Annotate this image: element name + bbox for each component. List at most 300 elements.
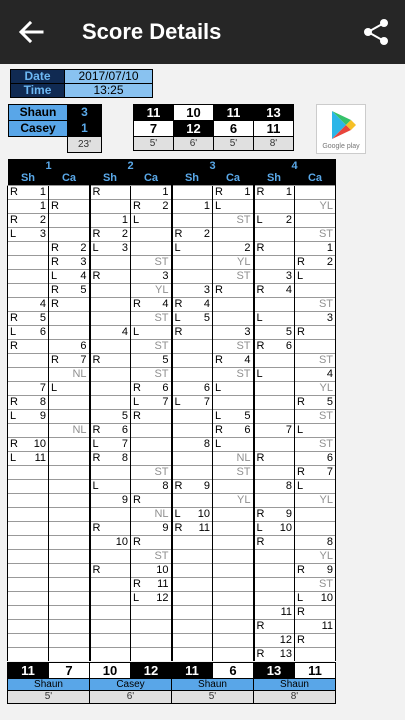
empty-cell bbox=[49, 549, 90, 563]
empty-cell bbox=[49, 493, 90, 507]
casey-rally-cell bbox=[213, 423, 254, 437]
shaun-rally-cell bbox=[254, 619, 295, 633]
casey-rally-cell bbox=[49, 381, 90, 395]
empty-cell bbox=[213, 605, 254, 619]
event-marker: ST bbox=[318, 437, 333, 450]
event-marker: YL bbox=[319, 199, 333, 212]
serve-side: R bbox=[51, 283, 59, 296]
rally-row bbox=[8, 367, 336, 381]
time-value: 13:25 bbox=[65, 84, 153, 98]
set-score-casey: 12 bbox=[174, 121, 214, 137]
page-title: Score Details bbox=[82, 19, 222, 44]
serve-side: R bbox=[256, 283, 265, 296]
serve-side: L bbox=[215, 409, 222, 422]
casey-rally-cell bbox=[295, 325, 336, 339]
casey-rally-cell bbox=[213, 367, 254, 381]
casey-rally-cell bbox=[131, 339, 172, 353]
set-score-casey: 11 bbox=[254, 121, 294, 137]
shaun-rally-cell bbox=[172, 185, 213, 199]
rally-row bbox=[8, 325, 336, 339]
share-icon[interactable] bbox=[362, 18, 390, 46]
empty-cell bbox=[172, 549, 213, 563]
shaun-rally-cell bbox=[90, 353, 131, 367]
rally-row bbox=[8, 185, 336, 199]
shaun-rally-cell bbox=[90, 577, 131, 591]
point-score: 5 bbox=[121, 409, 128, 422]
casey-rally-cell bbox=[295, 185, 336, 199]
set-winner: Shaun bbox=[172, 679, 254, 691]
point-score: 10 bbox=[320, 591, 333, 604]
rally-row bbox=[8, 213, 336, 227]
casey-rally-cell bbox=[213, 381, 254, 395]
shaun-rally-cell bbox=[254, 423, 295, 437]
serve-side: R bbox=[92, 563, 101, 576]
casey-rally-cell bbox=[213, 241, 254, 255]
set-number-header: 4 bbox=[254, 159, 336, 172]
serve-side: L bbox=[174, 507, 181, 520]
event-marker: ST bbox=[154, 255, 169, 268]
casey-rally-cell bbox=[49, 297, 90, 311]
casey-rally-cell bbox=[49, 241, 90, 255]
point-score: 7 bbox=[326, 465, 333, 478]
point-score: 5 bbox=[203, 311, 210, 324]
point-score: 6 bbox=[326, 451, 333, 464]
empty-cell bbox=[172, 605, 213, 619]
point-score: 5 bbox=[162, 353, 169, 366]
shaun-rally-cell bbox=[90, 549, 131, 563]
empty-cell bbox=[172, 535, 213, 549]
shaun-rally-cell bbox=[254, 535, 295, 549]
set-summary-box bbox=[133, 104, 174, 151]
serve-side: L bbox=[133, 395, 140, 408]
spacer bbox=[9, 137, 68, 153]
casey-rally-cell bbox=[295, 493, 336, 507]
rally-row bbox=[8, 619, 336, 633]
casey-rally-cell bbox=[213, 395, 254, 409]
empty-cell bbox=[49, 577, 90, 591]
casey-rally-cell bbox=[131, 451, 172, 465]
shaun-rally-cell bbox=[254, 185, 295, 199]
point-score: 6 bbox=[121, 423, 128, 436]
rally-row bbox=[8, 507, 336, 521]
point-score: 11 bbox=[280, 605, 292, 618]
player-name: Casey bbox=[9, 121, 68, 137]
event-marker: ST bbox=[236, 367, 251, 380]
empty-cell bbox=[172, 591, 213, 605]
rally-row bbox=[8, 563, 336, 577]
casey-rally-cell bbox=[295, 255, 336, 269]
empty-cell bbox=[213, 535, 254, 549]
empty-cell bbox=[8, 507, 49, 521]
footer-score-shaun: 11 bbox=[172, 663, 213, 679]
point-score: 6 bbox=[203, 381, 210, 394]
player-sets-won: 3 bbox=[68, 105, 102, 121]
casey-rally-cell bbox=[131, 227, 172, 241]
player-name: Shaun bbox=[9, 105, 68, 121]
shaun-rally-cell bbox=[254, 339, 295, 353]
shaun-rally-cell bbox=[254, 269, 295, 283]
rally-row bbox=[8, 493, 336, 507]
empty-cell bbox=[213, 549, 254, 563]
set-winner: Shaun bbox=[8, 679, 90, 691]
set-time: 8' bbox=[254, 691, 336, 704]
event-marker: YL bbox=[155, 283, 169, 296]
casey-rally-cell bbox=[131, 297, 172, 311]
shaun-rally-cell bbox=[172, 367, 213, 381]
casey-rally-cell bbox=[49, 199, 90, 213]
casey-rally-cell bbox=[131, 325, 172, 339]
serve-side: R bbox=[133, 381, 141, 394]
point-score: 1 bbox=[203, 199, 210, 212]
casey-rally-cell bbox=[295, 241, 336, 255]
footer-scores bbox=[8, 663, 336, 679]
casey-rally-cell bbox=[295, 605, 336, 619]
shaun-rally-cell bbox=[90, 507, 131, 521]
casey-rally-cell bbox=[49, 353, 90, 367]
set-summary-box bbox=[173, 104, 214, 151]
casey-rally-cell bbox=[213, 269, 254, 283]
point-score: 2 bbox=[121, 227, 128, 240]
shaun-rally-cell bbox=[254, 353, 295, 367]
casey-rally-cell bbox=[131, 493, 172, 507]
google-play-label: Google play bbox=[322, 143, 360, 150]
serve-side: R bbox=[92, 227, 101, 240]
point-score: 3 bbox=[162, 269, 169, 282]
shaun-rally-cell bbox=[254, 563, 295, 577]
point-score: 11 bbox=[34, 451, 46, 464]
event-marker: ST bbox=[236, 213, 251, 226]
casey-rally-cell bbox=[295, 507, 336, 521]
serve-side: R bbox=[51, 199, 59, 212]
serve-side: R bbox=[256, 451, 265, 464]
footer-winners bbox=[8, 679, 336, 691]
rally-row bbox=[8, 423, 336, 437]
serve-side: R bbox=[92, 269, 101, 282]
event-marker: ST bbox=[236, 339, 251, 352]
shaun-rally-cell bbox=[90, 241, 131, 255]
empty-cell bbox=[90, 633, 131, 647]
shaun-rally-cell bbox=[172, 227, 213, 241]
shaun-rally-cell bbox=[172, 269, 213, 283]
rally-row bbox=[8, 577, 336, 591]
casey-rally-cell bbox=[213, 451, 254, 465]
set-time: 5' bbox=[172, 691, 254, 704]
shaun-rally-cell bbox=[172, 507, 213, 521]
casey-rally-cell bbox=[131, 549, 172, 563]
shaun-rally-cell bbox=[254, 591, 295, 605]
shaun-rally-cell bbox=[90, 479, 131, 493]
empty-cell bbox=[49, 591, 90, 605]
shaun-rally-cell bbox=[254, 577, 295, 591]
shaun-rally-cell bbox=[8, 353, 49, 367]
point-score: 7 bbox=[80, 353, 87, 366]
casey-rally-cell bbox=[213, 409, 254, 423]
empty-cell bbox=[49, 535, 90, 549]
point-score: 4 bbox=[162, 297, 169, 310]
event-marker: YL bbox=[319, 381, 333, 394]
event-marker: NL bbox=[72, 367, 87, 380]
shaun-rally-cell bbox=[254, 465, 295, 479]
set-results-footer bbox=[7, 662, 336, 704]
casey-rally-cell bbox=[131, 367, 172, 381]
shaun-rally-cell bbox=[172, 395, 213, 409]
score-sheet bbox=[7, 159, 336, 661]
casey-rally-cell bbox=[49, 213, 90, 227]
casey-rally-cell bbox=[295, 437, 336, 451]
point-score: 4 bbox=[203, 297, 210, 310]
app-bar bbox=[0, 0, 405, 64]
shaun-rally-cell bbox=[254, 381, 295, 395]
rally-row bbox=[8, 199, 336, 213]
rally-row bbox=[8, 605, 336, 619]
serve-side: L bbox=[133, 325, 140, 338]
shaun-rally-cell bbox=[8, 255, 49, 269]
casey-rally-cell bbox=[213, 199, 254, 213]
point-score: 5 bbox=[244, 409, 251, 422]
empty-cell bbox=[8, 549, 49, 563]
column-header-shaun: Sh bbox=[254, 172, 295, 185]
serve-side: L bbox=[297, 423, 304, 436]
empty-cell bbox=[8, 591, 49, 605]
serve-side: L bbox=[297, 269, 304, 282]
date-label: Date bbox=[11, 70, 65, 84]
casey-rally-cell bbox=[131, 409, 172, 423]
serve-side: R bbox=[256, 507, 265, 520]
casey-rally-cell bbox=[131, 353, 172, 367]
serve-side: L bbox=[10, 227, 17, 240]
serve-side: L bbox=[215, 199, 222, 212]
shaun-rally-cell bbox=[90, 591, 131, 605]
empty-cell bbox=[131, 605, 172, 619]
point-score: 12 bbox=[156, 591, 169, 604]
shaun-rally-cell bbox=[8, 269, 49, 283]
casey-rally-cell bbox=[213, 437, 254, 451]
point-score: 8 bbox=[203, 437, 210, 450]
casey-rally-cell bbox=[131, 395, 172, 409]
empty-cell bbox=[8, 521, 49, 535]
shaun-rally-cell bbox=[90, 269, 131, 283]
set-score-casey: 7 bbox=[134, 121, 174, 137]
empty-cell bbox=[131, 633, 172, 647]
shaun-rally-cell bbox=[90, 381, 131, 395]
casey-rally-cell bbox=[131, 521, 172, 535]
empty-cell bbox=[8, 535, 49, 549]
serve-side: L bbox=[215, 437, 222, 450]
shaun-rally-cell bbox=[254, 409, 295, 423]
empty-cell bbox=[8, 619, 49, 633]
rally-row bbox=[8, 297, 336, 311]
shaun-rally-cell bbox=[254, 227, 295, 241]
shaun-rally-cell bbox=[8, 437, 49, 451]
serve-side: L bbox=[174, 311, 181, 324]
point-score: 7 bbox=[39, 381, 46, 394]
shaun-rally-cell bbox=[254, 647, 295, 661]
point-score: 1 bbox=[121, 213, 128, 226]
serve-side: R bbox=[256, 619, 265, 632]
point-score: 7 bbox=[203, 395, 210, 408]
point-score: 10 bbox=[33, 437, 46, 450]
empty-cell bbox=[213, 591, 254, 605]
casey-rally-cell bbox=[213, 255, 254, 269]
point-score: 1 bbox=[326, 241, 333, 254]
empty-cell bbox=[8, 633, 49, 647]
serve-side: R bbox=[297, 465, 305, 478]
casey-rally-cell bbox=[295, 199, 336, 213]
shaun-rally-cell bbox=[90, 185, 131, 199]
casey-rally-cell bbox=[131, 479, 172, 493]
point-score: 7 bbox=[121, 437, 128, 450]
set-time: 6' bbox=[90, 691, 172, 704]
serve-side: L bbox=[51, 381, 58, 394]
shaun-rally-cell bbox=[254, 395, 295, 409]
total-time: 23' bbox=[68, 137, 102, 153]
empty-cell bbox=[172, 563, 213, 577]
point-score: 3 bbox=[39, 227, 46, 240]
rally-row bbox=[8, 409, 336, 423]
point-score: 9 bbox=[203, 479, 210, 492]
shaun-rally-cell bbox=[8, 283, 49, 297]
event-marker: YL bbox=[237, 493, 251, 506]
shaun-rally-cell bbox=[172, 297, 213, 311]
set-summary-box bbox=[253, 104, 294, 151]
point-score: 4 bbox=[39, 297, 46, 310]
footer-score-casey: 11 bbox=[295, 663, 336, 679]
set-score-shaun: 11 bbox=[214, 105, 254, 121]
empty-cell bbox=[8, 647, 49, 661]
shaun-rally-cell bbox=[8, 213, 49, 227]
point-score: 3 bbox=[244, 325, 251, 338]
empty-cell bbox=[213, 647, 254, 661]
casey-rally-cell bbox=[131, 311, 172, 325]
footer-times bbox=[8, 691, 336, 704]
empty-cell bbox=[8, 493, 49, 507]
shaun-rally-cell bbox=[8, 367, 49, 381]
empty-cell bbox=[8, 605, 49, 619]
shaun-rally-cell bbox=[90, 493, 131, 507]
casey-rally-cell bbox=[295, 577, 336, 591]
shaun-rally-cell bbox=[8, 241, 49, 255]
serve-side: L bbox=[215, 381, 222, 394]
arrow-back-icon[interactable] bbox=[18, 20, 44, 44]
time-label: Time bbox=[11, 84, 65, 98]
footer-score-shaun: 13 bbox=[254, 663, 295, 679]
shaun-rally-cell bbox=[172, 437, 213, 451]
shaun-rally-cell bbox=[8, 185, 49, 199]
casey-rally-cell bbox=[131, 577, 172, 591]
point-score: 3 bbox=[203, 283, 210, 296]
rally-row bbox=[8, 535, 336, 549]
serve-side: R bbox=[256, 339, 265, 352]
casey-rally-cell bbox=[295, 423, 336, 437]
event-marker: ST bbox=[154, 367, 169, 380]
shaun-rally-cell bbox=[90, 255, 131, 269]
rally-row bbox=[8, 339, 336, 353]
casey-rally-cell bbox=[213, 479, 254, 493]
casey-rally-cell bbox=[49, 283, 90, 297]
google-play-badge[interactable] bbox=[316, 104, 366, 154]
empty-cell bbox=[49, 479, 90, 493]
shaun-rally-cell bbox=[254, 493, 295, 507]
empty-cell bbox=[131, 619, 172, 633]
casey-rally-cell bbox=[131, 563, 172, 577]
empty-cell bbox=[90, 605, 131, 619]
shaun-rally-cell bbox=[90, 437, 131, 451]
serve-side: L bbox=[133, 213, 140, 226]
shaun-rally-cell bbox=[254, 241, 295, 255]
casey-rally-cell bbox=[49, 227, 90, 241]
point-score: 12 bbox=[279, 633, 292, 646]
shaun-rally-cell bbox=[90, 521, 131, 535]
point-score: 6 bbox=[162, 381, 169, 394]
shaun-rally-cell bbox=[254, 325, 295, 339]
set-winner: Casey bbox=[90, 679, 172, 691]
empty-cell bbox=[8, 465, 49, 479]
match-info bbox=[10, 69, 153, 98]
serve-side: L bbox=[297, 591, 304, 604]
empty-cell bbox=[49, 619, 90, 633]
serve-side: R bbox=[256, 241, 265, 254]
casey-rally-cell bbox=[49, 255, 90, 269]
point-score: 2 bbox=[203, 227, 210, 240]
shaun-rally-cell bbox=[254, 437, 295, 451]
point-score: 8 bbox=[162, 479, 169, 492]
point-score: 8 bbox=[326, 535, 333, 548]
serve-side: R bbox=[10, 185, 18, 198]
shaun-rally-cell bbox=[172, 311, 213, 325]
shaun-rally-cell bbox=[90, 227, 131, 241]
column-header-casey: Ca bbox=[49, 172, 90, 185]
casey-rally-cell bbox=[131, 535, 172, 549]
set-time: 5' bbox=[134, 137, 174, 151]
shaun-rally-cell bbox=[254, 213, 295, 227]
event-marker: ST bbox=[318, 227, 333, 240]
players-score bbox=[8, 104, 102, 153]
serve-side: L bbox=[256, 367, 263, 380]
serve-side: R bbox=[92, 521, 101, 534]
empty-cell bbox=[49, 563, 90, 577]
shaun-rally-cell bbox=[172, 521, 213, 535]
event-marker: ST bbox=[154, 549, 169, 562]
rally-row bbox=[8, 227, 336, 241]
shaun-rally-cell bbox=[90, 283, 131, 297]
serve-side: R bbox=[297, 563, 305, 576]
casey-rally-cell bbox=[49, 325, 90, 339]
casey-rally-cell bbox=[131, 269, 172, 283]
casey-rally-cell bbox=[131, 507, 172, 521]
casey-rally-cell bbox=[295, 395, 336, 409]
shaun-rally-cell bbox=[172, 465, 213, 479]
casey-rally-cell bbox=[49, 437, 90, 451]
shaun-rally-cell bbox=[8, 409, 49, 423]
serve-side: R bbox=[256, 535, 265, 548]
casey-rally-cell bbox=[213, 311, 254, 325]
shaun-rally-cell bbox=[254, 521, 295, 535]
casey-rally-cell bbox=[295, 367, 336, 381]
rally-row bbox=[8, 479, 336, 493]
rally-row bbox=[8, 353, 336, 367]
point-score: 11 bbox=[157, 577, 169, 590]
shaun-rally-cell bbox=[172, 423, 213, 437]
empty-cell bbox=[131, 647, 172, 661]
casey-rally-cell bbox=[295, 297, 336, 311]
event-marker: YL bbox=[237, 255, 251, 268]
serve-side: R bbox=[51, 353, 59, 366]
set-number-header: 2 bbox=[90, 159, 172, 172]
shaun-rally-cell bbox=[90, 213, 131, 227]
point-score: 1 bbox=[162, 185, 169, 198]
shaun-rally-cell bbox=[8, 339, 49, 353]
shaun-rally-cell bbox=[172, 493, 213, 507]
